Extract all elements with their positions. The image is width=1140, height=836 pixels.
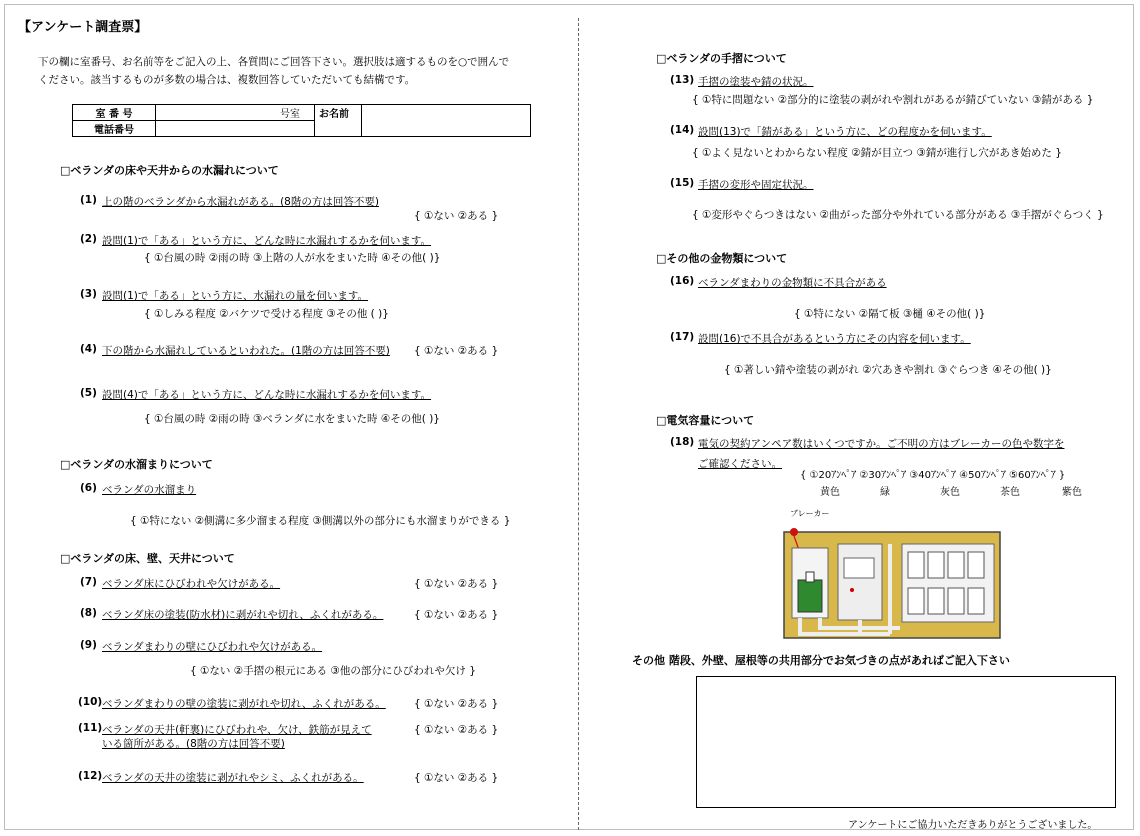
q18-text: 電気の契約アンペア数はいくつですか。ご不明の方はブレーカーの色や数字を [698, 438, 1065, 450]
section-handrail: □ベランダの手摺について [656, 52, 787, 65]
section-water-pooling: □ベランダの水溜まりについて [60, 458, 213, 471]
q3-number: (3) [80, 288, 97, 300]
breaker-diagram [780, 508, 1006, 642]
thanks-message: アンケートにご協力いただきありがとうございました。 [848, 820, 1098, 831]
q9-text: ベランダまわりの壁にひびわれや欠けがある。 [102, 641, 323, 653]
q9-options[interactable]: { ①ない ②手摺の根元にある ③他の部分にひびわれや欠け } [190, 665, 476, 677]
room-number-field[interactable] [156, 105, 315, 121]
q6-text: ベランダの水溜まり [102, 484, 197, 496]
survey-title: 【アンケート調査票】 [18, 20, 148, 35]
q18-color-purple: 紫色 [1062, 487, 1082, 498]
section-electric-capacity: □電気容量について [656, 414, 755, 427]
q18-color-brown: 茶色 [1000, 487, 1020, 498]
breaker-label: ブレーカー [790, 509, 830, 518]
q10-options[interactable]: { ①ない ②ある } [414, 698, 499, 710]
q16-number: (16) [670, 275, 695, 287]
q9-number: (9) [80, 639, 97, 651]
q3-text: 設問(1)で「ある」という方に、水漏れの量を伺います。 [102, 290, 369, 302]
phone-label: 電話番号 [73, 121, 156, 137]
section-hardware: □その他の金物類について [656, 252, 788, 265]
q1-text: 上の階のベランダから水漏れがある。(8階の方は回答不要) [102, 196, 379, 208]
q14-text: 設問(13)で「錆がある」という方に、どの程度かを伺います。 [698, 126, 992, 138]
q15-number: (15) [670, 177, 695, 189]
q17-text: 設問(16)で不具合があるという方にその内容を伺います。 [698, 333, 971, 345]
q16-text: ベランダまわりの金物類に不具合がある [698, 277, 887, 289]
section-floor-wall-ceiling: □ベランダの床、壁、天井について [60, 552, 235, 565]
q6-number: (6) [80, 482, 97, 494]
other-comments-box[interactable] [696, 676, 1116, 808]
q7-options[interactable]: { ①ない ②ある } [414, 578, 499, 590]
q8-options[interactable]: { ①ない ②ある } [414, 609, 499, 621]
q8-text: ベランダ床の塗装(防水材)に剥がれや切れ、ふくれがある。 [102, 609, 384, 621]
q4-options[interactable]: { ①ない ②ある } [414, 345, 499, 357]
breaker-illustration [780, 508, 1006, 642]
q5-options[interactable]: { ①台風の時 ②雨の時 ③ベランダに水をまいた時 ④その他( )} [144, 413, 440, 425]
q18-color-gray: 灰色 [940, 487, 960, 498]
room-suffix: 号室 [280, 109, 300, 120]
fold-divider [578, 18, 579, 830]
q10-number: (10) [78, 696, 103, 708]
q14-options[interactable]: { ①よく見ないとわからない程度 ②錆が目立つ ③錆が進行し穴があき始めた } [692, 147, 1062, 159]
q6-options[interactable]: { ①特にない ②側溝に多少溜まる程度 ③側溝以外の部分にも水溜まりができる } [130, 515, 511, 527]
room-number-label: 室 番 号 [73, 105, 156, 121]
q18-color-yellow: 黄色 [820, 487, 840, 498]
q12-text: ベランダの天井の塗装に剥がれやシミ、ふくれがある。 [102, 772, 364, 784]
q7-number: (7) [80, 576, 97, 588]
name-field[interactable] [362, 105, 531, 137]
q2-options[interactable]: { ①台風の時 ②雨の時 ③上階の人が水をまいた時 ④その他( )} [144, 252, 441, 264]
q5-text: 設問(4)で「ある」という方に、どんな時に水漏れするかを伺います。 [102, 389, 432, 401]
q10-text: ベランダまわりの壁の塗装に剥がれや切れ、ふくれがある。 [102, 698, 386, 710]
q16-options[interactable]: { ①特にない ②隔て板 ③樋 ④その他( )} [794, 308, 986, 320]
q11-options[interactable]: { ①ない ②ある } [414, 724, 499, 736]
q18-text-line2: ご確認ください。 [698, 458, 782, 470]
q12-number: (12) [78, 770, 103, 782]
q14-number: (14) [670, 124, 695, 136]
intro-line-1: 下の欄に室番号、お名前等をご記入の上、各質問にご回答下さい。選択肢は適するものを○で囲んで [38, 56, 510, 68]
section-water-leak: □ベランダの床や天井からの水漏れについて [60, 164, 279, 177]
q11-text-line2: いる箇所がある。(8階の方は回答不要) [102, 738, 285, 750]
q15-options[interactable]: { ①変形やぐらつきはない ②曲がった部分や外れている部分がある ③手摺がぐらつく } [692, 209, 1104, 221]
other-comments-prompt: その他 階段、外壁、屋根等の共用部分でお気づきの点があればご記入下さい [632, 654, 1010, 667]
respondent-info-table [72, 104, 531, 137]
q1-number: (1) [80, 194, 97, 206]
q5-number: (5) [80, 387, 97, 399]
q7-text: ベランダ床にひびわれや欠けがある。 [102, 578, 281, 590]
q18-options[interactable]: { ①20ｱﾝﾍﾟｱ ②30ｱﾝﾍﾟｱ ③40ｱﾝﾍﾟｱ ④50ｱﾝﾍﾟｱ ⑤60ｱﾝﾍﾟｱ } [800, 470, 1066, 481]
q2-text: 設問(1)で「ある」という方に、どんな時に水漏れするかを伺います。 [102, 235, 432, 247]
q12-options[interactable]: { ①ない ②ある } [414, 772, 499, 784]
q3-options[interactable]: { ①しみる程度 ②バケツで受ける程度 ③その他 ( )} [144, 308, 389, 320]
name-label: お名前 [315, 105, 362, 137]
q11-text: ベランダの天井(軒裏)にひびわれや、欠け、鉄筋が見えて [102, 724, 372, 736]
q13-number: (13) [670, 74, 695, 86]
q18-number: (18) [670, 436, 695, 448]
q8-number: (8) [80, 607, 97, 619]
q17-number: (17) [670, 331, 695, 343]
q11-number: (11) [78, 722, 103, 734]
q2-number: (2) [80, 233, 97, 245]
q13-options[interactable]: { ①特に問題ない ②部分的に塗装の剥がれや割れがあるが錆びていない ③錆がある } [692, 94, 1094, 106]
q4-number: (4) [80, 343, 97, 355]
phone-field[interactable] [156, 121, 315, 137]
intro-line-2: ください。該当するものが多数の場合は、複数回答していただいても結構です。 [38, 74, 416, 86]
q17-options[interactable]: { ①著しい錆や塗装の剥がれ ②穴あきや割れ ③ぐらつき ④その他( )} [724, 364, 1052, 376]
q13-text: 手摺の塗装や錆の状況。 [698, 76, 814, 88]
q4-text: 下の階から水漏れしているといわれた。(1階の方は回答不要) [102, 345, 390, 357]
q15-text: 手摺の変形や固定状況。 [698, 179, 814, 191]
q1-options[interactable]: { ①ない ②ある } [414, 210, 499, 222]
q18-color-green: 緑 [880, 487, 890, 498]
